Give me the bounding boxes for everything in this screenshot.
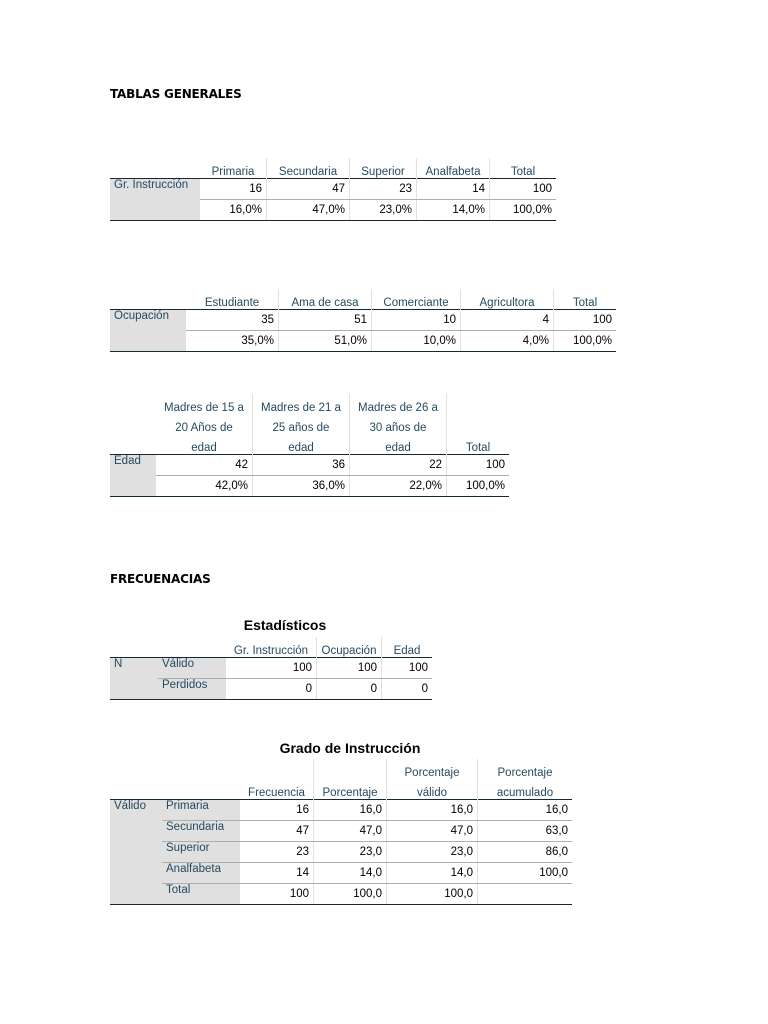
table-cell: 14: [417, 179, 490, 200]
table-cell: 35: [186, 310, 279, 331]
row-label: Analfabeta: [162, 863, 240, 884]
table-cell: 23: [240, 842, 314, 863]
table-cell: 16,0: [314, 800, 387, 821]
column-header: Superior: [350, 158, 417, 179]
table-cell: 10,0%: [372, 331, 461, 352]
column-header: Edad: [393, 645, 421, 657]
table-cell: 100,0%: [447, 476, 510, 497]
column-header: Ocupación: [317, 637, 382, 658]
table-cell: 4: [461, 310, 554, 331]
column-header-line: [447, 394, 510, 414]
table-cell: 100: [490, 179, 557, 200]
table-cell: 23,0%: [350, 200, 417, 221]
table-cell: 14,0: [387, 863, 478, 884]
section-heading-general: TABLAS GENERALES: [110, 87, 242, 101]
table-cell: 100,0%: [554, 331, 617, 352]
table-cell: 86,0: [478, 842, 573, 863]
column-header-line: Porcentaje: [497, 767, 553, 779]
table-cell: 100: [382, 658, 433, 679]
column-header: Agricultora: [461, 289, 554, 310]
column-header-line: Madres de 15 a: [156, 394, 253, 414]
column-header-line: Madres de 26 a: [350, 394, 447, 414]
table-cell: 0: [382, 679, 433, 700]
table-cell: 0: [317, 679, 382, 700]
table-cell: 14,0%: [417, 200, 490, 221]
table-cell: 47,0: [314, 821, 387, 842]
column-header-line: 25 años de: [253, 414, 350, 434]
table-cell: 42,0%: [156, 476, 253, 497]
row-group-label: N: [110, 658, 158, 700]
table-cell: 35,0%: [186, 331, 279, 352]
column-header-line: acumulado: [496, 787, 554, 799]
column-header: Ama de casa: [279, 289, 372, 310]
table-cell: 22,0%: [350, 476, 447, 497]
table-cell: 14,0: [314, 863, 387, 884]
row-label: Primaria: [162, 800, 240, 821]
table-cell: 23: [350, 179, 417, 200]
column-header: Total: [572, 297, 598, 309]
table-cell: 36,0%: [253, 476, 350, 497]
table-cell: 100: [554, 310, 617, 331]
row-label: Total: [162, 884, 240, 905]
table-cell: 100,0: [478, 863, 573, 884]
table-cell: 100: [226, 658, 317, 679]
table-cell: 63,0: [478, 821, 573, 842]
table-cell: 47: [240, 821, 314, 842]
table-cell: 10: [372, 310, 461, 331]
table-cell: 47: [267, 179, 350, 200]
column-header-line: Frecuencia: [240, 779, 314, 800]
table-cell: 100: [317, 658, 382, 679]
column-header: Secundaria: [267, 158, 350, 179]
column-header: Primaria: [200, 158, 267, 179]
column-header-line: válido: [387, 779, 478, 800]
column-header-line: 30 años de: [350, 414, 447, 434]
table-cell: 47,0: [387, 821, 478, 842]
row-group-label: Válido: [110, 800, 162, 905]
row-label: Secundaria: [162, 821, 240, 842]
table-cell: 23,0: [387, 842, 478, 863]
table-estadisticos: [110, 637, 432, 700]
table-ocupacion: [110, 289, 616, 352]
column-header-line: edad: [253, 434, 350, 455]
column-header: Estudiante: [186, 289, 279, 310]
column-header: Total: [510, 166, 536, 178]
table-cell: 0: [226, 679, 317, 700]
row-label: Perdidos: [158, 679, 226, 700]
column-header-line: Total: [465, 442, 491, 454]
column-header-line: edad: [156, 434, 253, 455]
column-header-line: Madres de 21 a: [253, 394, 350, 414]
column-header-line: Porcentaje: [387, 759, 478, 779]
table-cell: 16: [240, 800, 314, 821]
table-cell: 47,0%: [267, 200, 350, 221]
table-cell: 16: [200, 179, 267, 200]
table-edad: [110, 394, 509, 497]
table-cell: 100: [240, 884, 314, 905]
table-cell: 22: [350, 455, 447, 476]
table-cell: 23,0: [314, 842, 387, 863]
column-header-line: edad: [350, 434, 447, 455]
row-label: Superior: [162, 842, 240, 863]
column-header: Comerciante: [372, 289, 461, 310]
table-cell: 14: [240, 863, 314, 884]
table-cell: [478, 884, 573, 905]
row-label: Edad: [110, 455, 156, 497]
column-header-line: [447, 414, 510, 434]
table-cell: 16,0: [478, 800, 573, 821]
table-cell: 100,0: [314, 884, 387, 905]
table-cell: 100: [447, 455, 510, 476]
section-heading-frequencies: FRECUENACIAS: [110, 572, 211, 586]
table-cell: 36: [253, 455, 350, 476]
row-label: Gr. Instrucción: [110, 179, 200, 221]
row-label: Válido: [158, 658, 226, 679]
column-header-line: Porcentaje: [314, 779, 387, 800]
table-cell: 42: [156, 455, 253, 476]
table-title: Estadísticos: [243, 617, 327, 633]
table-cell: 16,0: [387, 800, 478, 821]
table-grado-instruccion: [110, 759, 572, 905]
table-cell: 100,0%: [490, 200, 557, 221]
table-cell: 4,0%: [461, 331, 554, 352]
table-title: Grado de Instrucción: [279, 740, 421, 756]
table-instruccion: [110, 158, 556, 221]
table-cell: 16,0%: [200, 200, 267, 221]
table-cell: 51,0%: [279, 331, 372, 352]
column-header-line: 20 Años de: [156, 414, 253, 434]
column-header: Gr. Instrucción: [226, 637, 317, 658]
column-header: Analfabeta: [417, 158, 490, 179]
table-cell: 51: [279, 310, 372, 331]
table-cell: 100,0: [387, 884, 478, 905]
row-label: Ocupación: [110, 310, 186, 352]
